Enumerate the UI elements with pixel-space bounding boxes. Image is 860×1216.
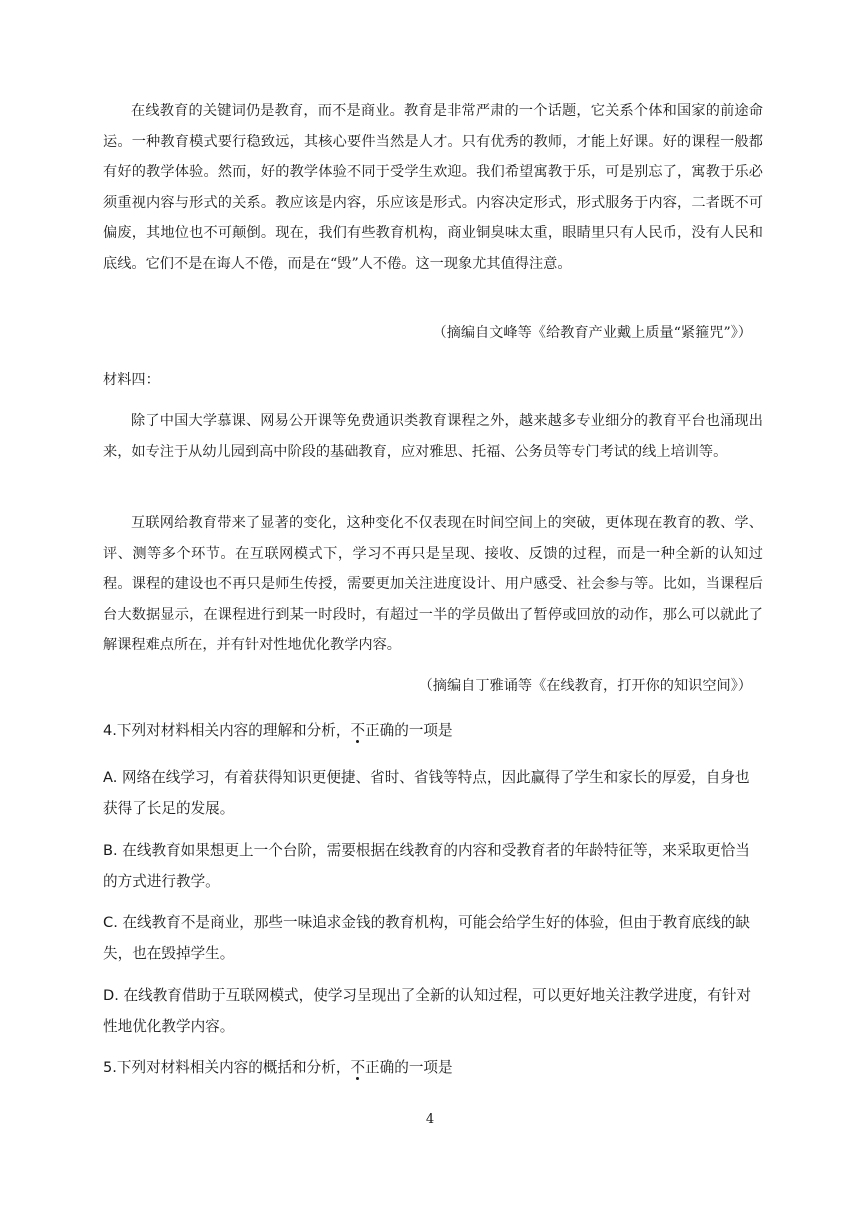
emphasis-mark: 不: [350, 722, 366, 739]
material4-source: （摘编自丁雅诵等《在线教育，打开你的知识空间》）: [418, 678, 752, 694]
material3-source: （摘编自文峰等《给教育产业戴上质量“紧箍咒”》）: [432, 325, 752, 341]
question-4-suffix: 正确的一项是: [365, 722, 453, 739]
question-4-prefix: 4.下列对材料相关内容的理解和分析，: [103, 722, 351, 739]
question-5-suffix: 正确的一项是: [365, 1059, 453, 1076]
question-4-stem: [103, 715, 763, 746]
question-5-prefix: 5.下列对材料相关内容的概括和分析，: [103, 1059, 351, 1076]
material4-paragraph-1: 除了中国大学慕课、网易公开课等免费通识类教育课程之外，越来越多专业细分的教育平台也涌现出来，如专注于从幼儿园到高中阶段的基础教育，应对雅思、托福、公务员等专门考试的线上培训等。: [103, 413, 763, 460]
material4-paragraph-2: 互联网给教育带来了显著的变化，这种变化不仅表现在时间空间上的突破，更体现在教育的教、学、评、测等多个环节。在互联网模式下，学习不再只是呈现、接收、反馈的过程，而是一种全新的认知过程。课程的建设也不再只是师生传授，需要更加关注进度设计、用户感受、社会参与等。比如，当课程后台大数据显示，在课程进行到某一时段时，有超过一半的学员做出了暂停或回放的动作，那么可以就此了解课程难点所在，并有针对性地优化教学内容。: [103, 515, 763, 653]
question-4-option-c: C. 在线教育不是商业，那些一味追求金钱的教育机构，可能会给学生好的体验，但由于教育底线的缺失，也在毁掉学生。: [103, 914, 751, 962]
question-4-option-d: D. 在线教育借助于互联网模式，使学习呈现出了全新的认知过程，可以更好地关注教学进度，有针对性地优化教学内容。: [103, 987, 752, 1035]
material4-heading: 材料四：: [103, 372, 160, 388]
question-5-stem: [103, 1052, 763, 1083]
question-4-option-b: B. 在线教育如果想更上一个台阶，需要根据在线教育的内容和受教育者的年龄特征等，来采取更恰当的方式进行教学。: [103, 842, 750, 890]
material3-paragraph: 在线教育的关键词仍是教育，而不是商业。教育是非常严肃的一个话题，它关系个体和国家的前途命运。一种教育模式要行稳致远，其核心要件当然是人才。只有优秀的教师，才能上好课。好的课程一般都有好的教学体验。然而，好的教学体验不同于受学生欢迎。我们希望寓教于乐，可是别忘了，寓教于乐必须重视内容与形式的关系。教应该是内容，乐应该是形式。内容决定形式，形式服务于内容，二者既不可偏废，其地位也不可颠倒。现在，我们有些教育机构，商业铜臭味太重，眼睛里只有人民币，没有人民和底线。它们不是在诲人不倦，而是在“毁”人不倦。这一现象尤其值得注意。: [103, 103, 763, 272]
emphasis-mark: 不: [350, 1059, 366, 1076]
page-number: 4: [425, 1112, 435, 1127]
question-4-option-a: A. 网络在线学习，有着获得知识更便捷、省时、省钱等特点，因此赢得了学生和家长的厚爱，自身也获得了长足的发展。: [103, 769, 750, 817]
